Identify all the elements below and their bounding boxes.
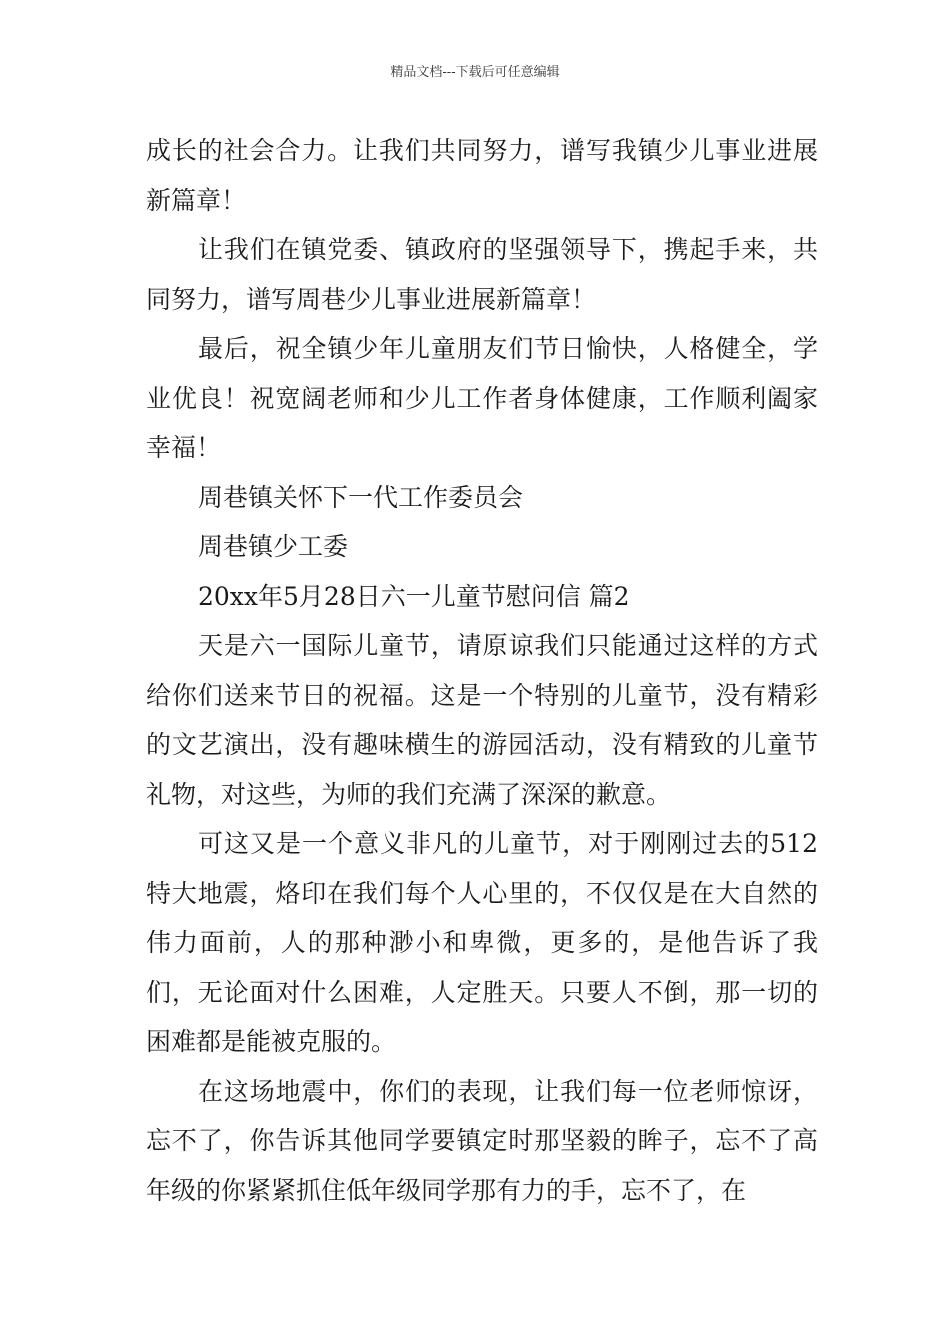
page-header: 精品文档---下载后可任意编辑 xyxy=(390,65,560,80)
section-heading: 20xx年5月28日六一儿童节慰问信 篇2 xyxy=(198,581,630,611)
paragraph-1: 成长的社会合力。让我们共同努力，谱写我镇少儿事业进展新篇章！ xyxy=(146,136,818,215)
signature-committee: 周巷镇关怀下一代工作委员会 xyxy=(198,482,524,512)
paragraph-3: 最后，祝全镇少年儿童朋友们节日愉快，人格健全，学业优良！祝宽阔老师和少儿工作者身体健康，工作顺利阖家幸福！ xyxy=(146,334,818,462)
paragraph-8: 可这又是一个意义非凡的儿童节，对于刚刚过去的512特大地震，烙印在我们每个人心里的，不仅仅是在大自然的伟力面前，人的那种渺小和卑微，更多的，是他告诉了我们，无论面对什么困难，人定胜天。只要人不倒，那一切的困难都是能被克服的。 xyxy=(146,829,818,1056)
paragraph-2: 让我们在镇党委、镇政府的坚强领导下，携起手来，共同努力，谱写周巷少儿事业进展新篇章！ xyxy=(146,235,818,314)
document-body xyxy=(146,126,818,1215)
paragraph-9: 在这场地震中，你们的表现，让我们每一位老师惊讶，忘不了，你告诉其他同学要镇定时那坚毅的眸子，忘不了高年级的你紧紧抓住低年级同学那有力的手，忘不了，在 xyxy=(146,1076,818,1205)
signature-youth-work-committee: 周巷镇少工委 xyxy=(198,532,349,561)
paragraph-7: 天是六一国际儿童节，请原谅我们只能通过这样的方式给你们送来节日的祝福。这是一个特别的儿童节，没有精彩的文艺演出，没有趣味横生的游园活动，没有精致的儿童节礼物，对这些，为师的我们充满了深深的歉意。 xyxy=(146,631,818,809)
